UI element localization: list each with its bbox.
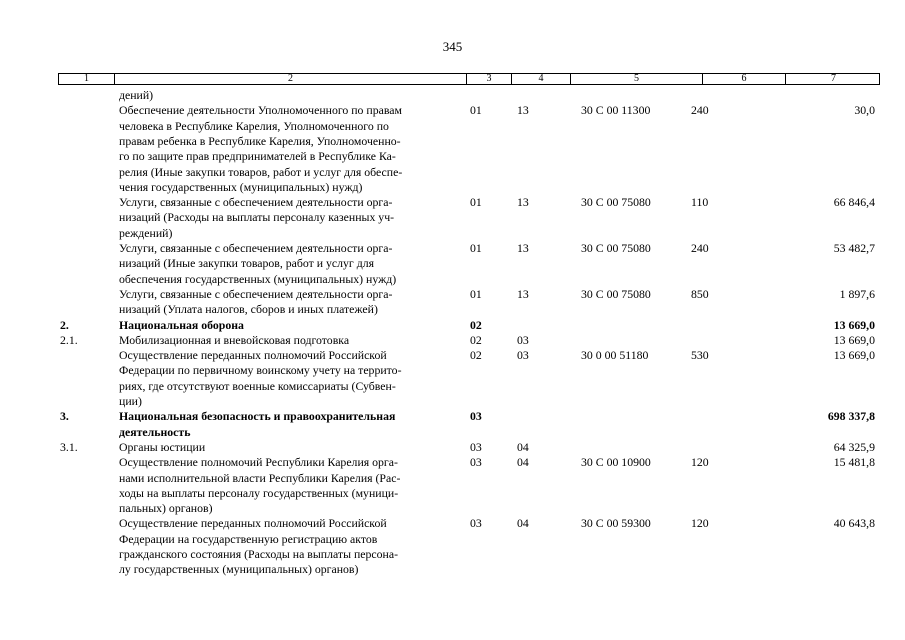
header-col-6: 6 — [703, 74, 786, 84]
row-name-line: человека в Республике Карелия, Уполномоченного по — [119, 118, 389, 133]
row-chapter: 01 — [470, 241, 482, 255]
row-name-line: го по защите прав предпринимателей в Республике Ка- — [119, 149, 396, 164]
row-chapter: 01 — [470, 103, 482, 118]
row-subsection: 04 — [517, 455, 529, 470]
row-name-line: Федерации на государственную регистрацию актов — [119, 531, 378, 546]
row-name-line: деятельность — [119, 424, 191, 439]
row-name-line: ции) — [119, 394, 142, 408]
header-col-4: 4 — [512, 74, 571, 84]
row-amount: 15 481,8 — [833, 455, 875, 470]
table-header — [58, 73, 880, 85]
row-name-line: низаций (Уплата налогов, сборов и иных платежей) — [119, 302, 378, 317]
row-name-line: риях, где отсутствуют военные комиссариаты (Субвен- — [119, 378, 396, 393]
row-target-article: 30 С 00 10900 — [581, 455, 651, 470]
row-expense-type: 110 — [691, 195, 709, 210]
row-name-line: Федерации по первичному воинскому учету на террито- — [119, 363, 402, 378]
row-name-line: низаций (Расходы на выплаты персоналу казенных уч- — [119, 210, 395, 225]
row-number: 2. — [60, 317, 69, 332]
row-name-line: лу государственных (муниципальных) органов) — [119, 562, 359, 577]
row-subsection: 13 — [517, 103, 529, 118]
row-chapter: 01 — [470, 286, 482, 301]
row-amount: 64 325,9 — [833, 439, 875, 454]
header-col-5: 5 — [571, 74, 703, 84]
row-amount: 66 846,4 — [833, 195, 875, 210]
row-name-line: Услуги, связанные с обеспечением деятельности орга- — [119, 195, 393, 210]
row-amount: 13 669,0 — [833, 317, 875, 332]
row-name-line: Услуги, связанные с обеспечением деятельности орга- — [119, 286, 393, 301]
row-name-line: нами исполнительной власти Республики Карелия (Рас- — [119, 470, 401, 485]
row-subsection: 13 — [517, 286, 529, 301]
row-subsection: 13 — [517, 241, 529, 255]
row-amount: 1 897,6 — [839, 286, 875, 301]
row-name-line: Национальная оборона — [119, 317, 244, 332]
row-subsection: 03 — [517, 332, 529, 347]
row-chapter: 03 — [470, 409, 482, 424]
row-name-line: Осуществление переданных полномочий Российской — [119, 516, 387, 531]
header-col-3: 3 — [467, 74, 512, 84]
row-name-line: реждений) — [119, 225, 173, 240]
row-name-line: обеспечения государственных (муниципальных) нужд) — [119, 271, 397, 286]
row-name-line: Органы юстиции — [119, 439, 206, 454]
row-name-line: релия (Иные закупки товаров, работ и услуг для обеспе- — [119, 164, 403, 179]
row-name-line: пальных) органов) — [119, 501, 213, 516]
header-col-1: 1 — [59, 74, 115, 84]
row-name-line: ходы на выплаты персоналу государственных (муници- — [119, 485, 399, 500]
row-subsection: 04 — [517, 439, 529, 454]
row-name-line: чения государственных (муниципальных) нужд) — [119, 179, 363, 194]
row-chapter: 01 — [470, 195, 482, 210]
row-name-line: дений) — [119, 88, 154, 102]
row-amount: 40 643,8 — [833, 516, 875, 531]
row-chapter: 03 — [470, 455, 482, 470]
row-expense-type: 240 — [691, 103, 709, 118]
row-chapter: 03 — [470, 516, 482, 531]
row-target-article: 30 С 00 75080 — [581, 286, 651, 301]
row-amount: 13 669,0 — [833, 332, 875, 347]
row-amount: 698 337,8 — [827, 409, 875, 424]
row-name-line: Национальная безопасность и правоохранительная — [119, 409, 396, 424]
row-name-line: Осуществление переданных полномочий Российской — [119, 348, 387, 363]
row-expense-type: 530 — [691, 348, 709, 363]
row-amount: 53 482,7 — [833, 241, 875, 255]
row-subsection: 04 — [517, 516, 529, 531]
row-chapter: 02 — [470, 348, 482, 363]
page-number: 345 — [442, 39, 463, 54]
row-target-article: 30 0 00 51180 — [581, 348, 649, 363]
row-name-line: гражданского состояния (Расходы на выплаты персона- — [119, 547, 399, 561]
row-subsection: 13 — [517, 195, 529, 210]
row-chapter: 02 — [470, 317, 482, 332]
row-name-line: низаций (Иные закупки товаров, работ и услуг для — [119, 256, 375, 271]
row-number: 3.1. — [60, 439, 78, 454]
row-chapter: 02 — [470, 332, 482, 347]
row-target-article: 30 С 00 11300 — [581, 103, 651, 118]
row-expense-type: 850 — [691, 286, 709, 301]
row-subsection: 03 — [517, 348, 529, 363]
row-target-article: 30 С 00 59300 — [581, 516, 651, 531]
row-name-line: Обеспечение деятельности Уполномоченного по правам — [119, 103, 402, 118]
row-name-line: Осуществление полномочий Республики Карелия орга- — [119, 455, 398, 470]
row-number: 2.1. — [60, 332, 78, 347]
row-amount: 30,0 — [854, 103, 875, 118]
row-name-line: Услуги, связанные с обеспечением деятельности орга- — [119, 241, 393, 255]
row-expense-type: 120 — [691, 455, 709, 470]
row-name-line: Мобилизационная и вневойсковая подготовка — [119, 332, 350, 347]
header-col-2: 2 — [115, 74, 467, 84]
header-col-7: 7 — [831, 73, 836, 84]
row-number: 3. — [60, 409, 69, 424]
row-chapter: 03 — [470, 439, 482, 454]
row-target-article: 30 С 00 75080 — [581, 195, 651, 210]
row-amount: 13 669,0 — [833, 348, 875, 363]
row-target-article: 30 С 00 75080 — [581, 241, 651, 255]
row-expense-type: 120 — [691, 516, 709, 531]
row-name-line: правам ребенка в Республике Карелия, Уполномоченно- — [119, 133, 401, 148]
row-expense-type: 240 — [691, 241, 709, 255]
